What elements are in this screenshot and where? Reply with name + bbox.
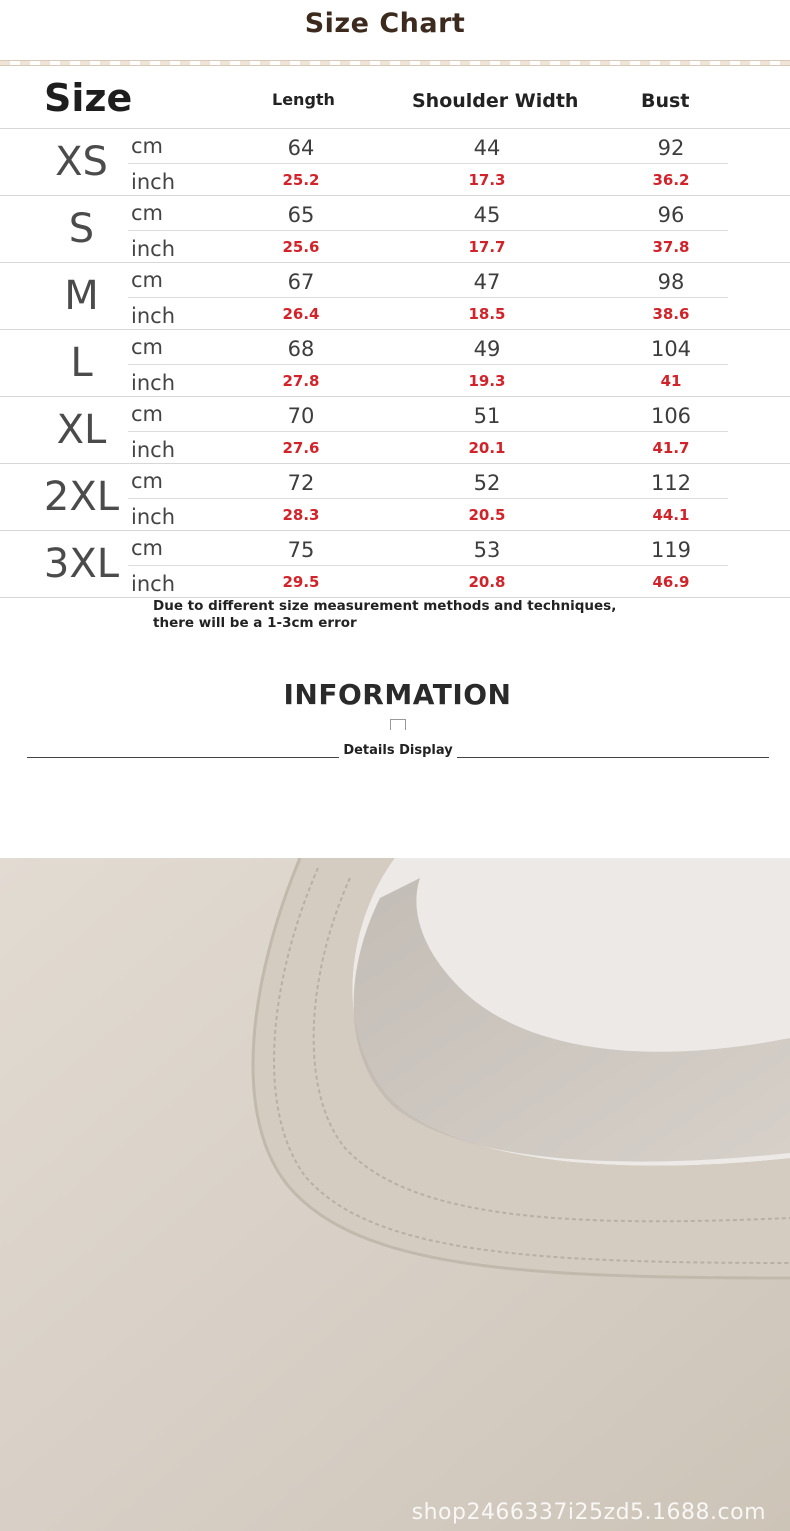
length-inch-value: 29.5 [282,573,320,591]
shoulder-cm-value: 53 [473,538,501,562]
size-label: 2XL [43,474,120,520]
details-divider-right [457,757,769,758]
cm-row [128,131,728,164]
shoulder-inch-value: 19.3 [468,372,506,390]
bust-inch-value: 46.9 [652,573,690,591]
cm-row [128,332,728,365]
bust-cm-value: 112 [650,471,692,495]
shop-watermark: shop2466337i25zd5.1688.com [411,1500,766,1525]
length-inch-value: 25.2 [282,171,320,189]
bust-inch-value: 41 [660,372,682,390]
bust-column-header: Bust [641,90,690,112]
length-inch-value: 25.6 [282,238,320,256]
shoulder-cm-value: 45 [473,203,501,227]
unit-label: cm [131,268,164,292]
length-inch-value: 28.3 [282,506,320,524]
length-inch-value: 27.8 [282,372,320,390]
inch-row [128,297,728,329]
size-label: XL [56,407,107,453]
size-row-s [0,195,790,262]
cm-row [128,265,728,298]
cm-row [128,198,728,231]
shoulder-inch-value: 18.5 [468,305,506,323]
measurement-error-note: Due to different size measurement methods and techniques, there will be a 1-3cm error [153,598,617,631]
shoulder-inch-value: 20.5 [468,506,506,524]
bust-inch-value: 41.7 [652,439,690,457]
length-column-header: Length [272,90,335,109]
collar-illustration [0,858,790,1531]
bust-cm-value: 92 [657,136,685,160]
bust-inch-value: 36.2 [652,171,690,189]
length-cm-value: 72 [287,471,315,495]
length-cm-value: 67 [287,270,315,294]
unit-label: inch [131,170,175,194]
shoulder-width-column-header: Shoulder Width [412,90,579,112]
size-column-header: Size [44,76,133,120]
unit-label: inch [131,237,175,261]
size-chart-title: Size Chart [304,8,466,39]
unit-label: cm [131,469,164,493]
size-label: L [70,340,93,386]
decorative-icon [390,719,406,730]
cm-row [128,466,728,499]
unit-label: inch [131,572,175,596]
cm-row [128,533,728,566]
unit-label: cm [131,536,164,560]
size-label: S [68,206,95,252]
bust-cm-value: 119 [650,538,692,562]
bust-cm-value: 96 [657,203,685,227]
inch-row [128,498,728,530]
size-row-m [0,262,790,329]
bust-inch-value: 38.6 [652,305,690,323]
inch-row [128,230,728,262]
length-inch-value: 26.4 [282,305,320,323]
shoulder-cm-value: 52 [473,471,501,495]
unit-label: cm [131,134,164,158]
cm-row [128,399,728,432]
size-label: 3XL [43,541,120,587]
size-row-l [0,329,790,396]
bust-cm-value: 98 [657,270,685,294]
size-table-header [0,66,790,128]
size-row-2xl [0,463,790,530]
unit-label: cm [131,335,164,359]
details-display-label: Details Display [343,743,453,758]
length-cm-value: 70 [287,404,315,428]
length-cm-value: 68 [287,337,315,361]
size-table [0,128,790,598]
bust-inch-value: 44.1 [652,506,690,524]
shoulder-inch-value: 20.1 [468,439,506,457]
tshirt-collar-photo [0,858,790,1531]
information-heading: INFORMATION [283,678,512,711]
size-label: XS [55,139,108,185]
unit-label: inch [131,505,175,529]
shoulder-cm-value: 49 [473,337,501,361]
shoulder-cm-value: 51 [473,404,501,428]
size-label: M [64,273,99,319]
unit-label: inch [131,371,175,395]
unit-label: inch [131,304,175,328]
inch-row [128,565,728,597]
unit-label: cm [131,402,164,426]
length-inch-value: 27.6 [282,439,320,457]
shoulder-inch-value: 20.8 [468,573,506,591]
shoulder-inch-value: 17.3 [468,171,506,189]
bust-cm-value: 106 [650,404,692,428]
length-cm-value: 64 [287,136,315,160]
inch-row [128,364,728,396]
length-cm-value: 75 [287,538,315,562]
inch-row [128,163,728,195]
size-row-3xl [0,530,790,597]
inch-row [128,431,728,463]
details-divider-left [27,757,339,758]
size-row-xl [0,396,790,463]
shoulder-cm-value: 47 [473,270,501,294]
size-row-xs [0,128,790,195]
shoulder-cm-value: 44 [473,136,501,160]
unit-label: inch [131,438,175,462]
bust-cm-value: 104 [650,337,692,361]
shoulder-inch-value: 17.7 [468,238,506,256]
unit-label: cm [131,201,164,225]
length-cm-value: 65 [287,203,315,227]
bust-inch-value: 37.8 [652,238,690,256]
